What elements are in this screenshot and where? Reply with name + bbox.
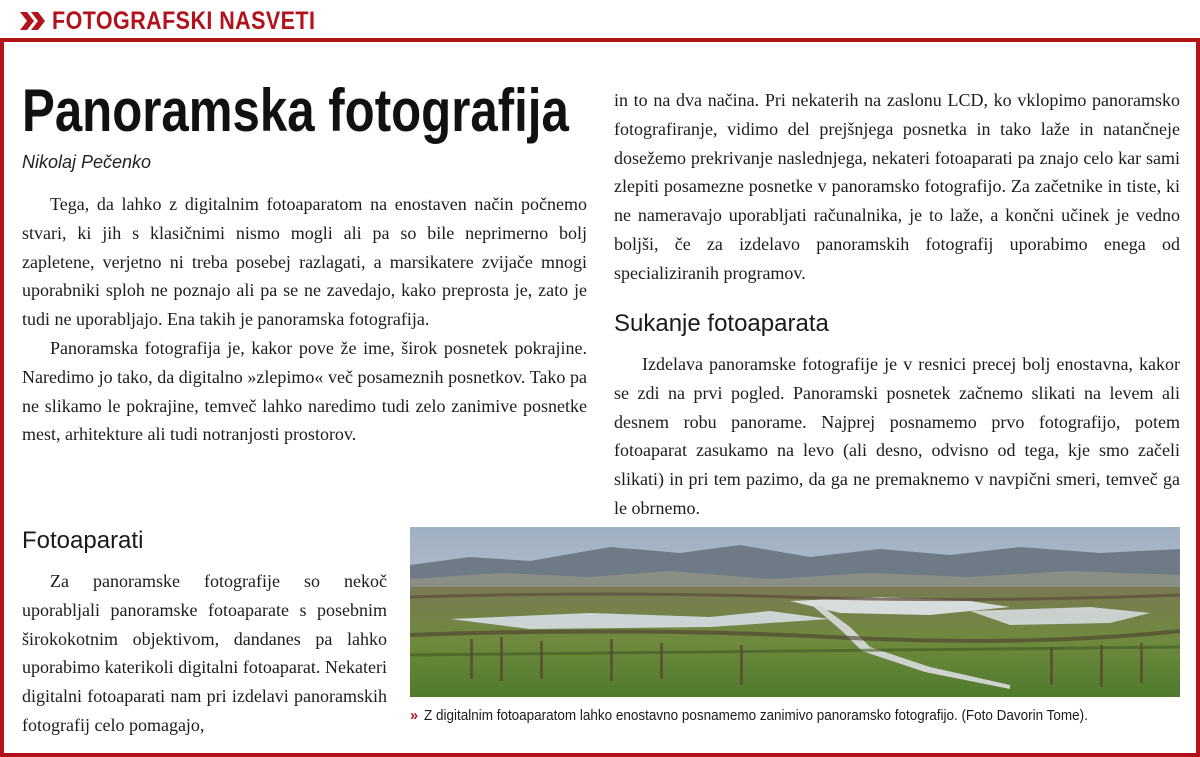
heading-fotoaparati: Fotoaparati — [22, 527, 144, 554]
intro-paragraph-1: Tega, da lahko z digitalnim fotoaparatom na enostaven način počnemo stvari, ki jih s klasičnimi nismo mogli ali pa so bile neprimerno bolj zapletene, verjetno ni treba posebej razlagati, a marsikatere zvijače mnogi uporabniki sploh ne poznajo ali pa se ne zavedajo, kako preprosta je, zato je tudi ne uporabljajo. Ena takih je panoramska fotografija. — [22, 194, 587, 330]
photo-caption — [410, 708, 1180, 724]
article-author: Nikolaj Pečenko — [22, 152, 152, 172]
section-label-wrap — [18, 6, 358, 36]
intro-column — [22, 190, 587, 449]
sukanje-column — [614, 350, 1180, 523]
section-header — [0, 0, 1200, 40]
article-title: Panoramska fotografija — [22, 77, 569, 144]
double-chevron-right-icon — [18, 10, 46, 32]
frame-right-rule — [1196, 38, 1200, 757]
panorama-photo — [410, 527, 1180, 697]
intro-paragraph-2: Panoramska fotografija je, kakor pove že ime, širok posnetek pokrajine. Naredimo jo tako, da digitalno »zlepimo« več posameznih posnetkov. Tako pa ne slikamo le pokrajine, temveč lahko naredimo tudi zelo zanimive posnetke mest, arhitekture ali tudi notranjosti prostorov. — [22, 337, 587, 445]
sukanje-paragraph: Izdelava panoramske fotografije je v resnici precej bolj enostavna, kakor se zdi na prvi pogled. Panoramski posnetek začnemo slikati na levem ali desnem robu panorame. Najprej posnamemo prvo fotografijo, potem fotoaparat zasukamo na levo (ali desno, odvisno od tega, kje smo začeli slikati) in pri tem pazimo, da ga ne premaknemo v navpični smeri, temveč ga le obrnemo. — [614, 354, 1180, 518]
fotoaparati-column — [22, 567, 387, 740]
panorama-landscape-image — [410, 527, 1180, 697]
caption-marker: » — [410, 708, 419, 724]
fotoaparati-paragraph: Za panoramske fotografije so nekoč uporabljali panoramske fotoaparate s posebnim širokokotnim objektivom, dandanes pa lahko uporabimo katerikoli digitalni fotoaparat. Nekateri digitalni fotoaparati nam pri izdelavi panoramskih fotografij celo pomagajo, — [22, 571, 387, 735]
continued-column — [614, 86, 1180, 288]
frame-left-rule — [0, 38, 4, 757]
frame-top-rule — [0, 38, 1200, 42]
section-label: FOTOGRAFSKI NASVETI — [52, 6, 316, 35]
caption-text: Z digitalnim fotoaparatom lahko enostavno posnamemo zanimivo panoramsko fotografijo. (Foto Davorin Tome). — [424, 708, 1088, 724]
heading-sukanje: Sukanje fotoaparata — [614, 310, 829, 337]
frame-bottom-rule — [0, 753, 1200, 757]
continued-paragraph: in to na dva načina. Pri nekaterih na zaslonu LCD, ko vklopimo panoramsko fotografiranje, vidimo del prejšnjega posnetka in tako laže in natančneje dosežemo prekrivanje naslednjega, nekateri fotoaparati pa znajo celo kar sami zlepiti posamezne posnetke v panoramsko fotografijo. Za začetnike in tiste, ki ne nameravajo uporabljati računalnika, je to laže, a končni učinek je vedno boljši, če za izdelavo panoramskih fotografij uporabimo enega od specializiranih programov. — [614, 90, 1180, 283]
